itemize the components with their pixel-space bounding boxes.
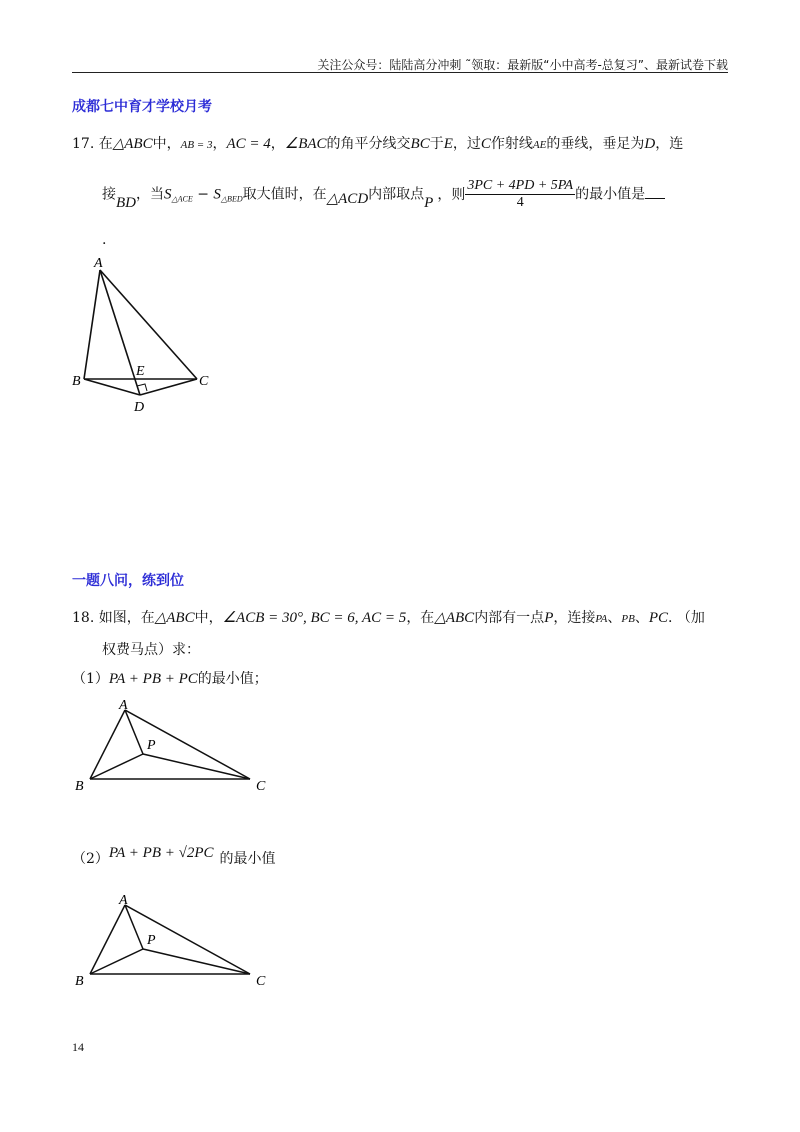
label-a: A — [119, 893, 128, 908]
segment-ad — [100, 270, 140, 395]
q17-text: ， — [212, 136, 227, 152]
q18-pc: PC — [648, 610, 669, 626]
q18-part-2-expr-b: PC — [194, 845, 214, 861]
edge-ab — [90, 905, 125, 974]
q18-triangle: △ABC — [154, 610, 195, 626]
q17-text: 在 — [98, 136, 113, 152]
page-header: 关注公众号：陆陆高分冲刺 ˜领取：最新版“小中高考-总复习”、最新试卷下载 — [317, 58, 728, 72]
q17-text: ，则 — [437, 186, 466, 203]
q17-c: C — [480, 136, 491, 152]
q17-fraction — [465, 178, 575, 211]
q17-text: 接 — [102, 186, 116, 203]
q17-d: D — [644, 136, 656, 152]
label-b: B — [75, 779, 84, 794]
q17-text: 的最小值是 — [575, 186, 646, 203]
figure-17 — [70, 255, 230, 415]
segment-pc — [143, 754, 250, 779]
q17-text: 的垂线，垂足为 — [546, 136, 645, 152]
q17-triangle-acd: △ACD — [326, 190, 369, 207]
section-title-1: 成都七中育才学校月考 — [72, 99, 212, 115]
q17-number: 17. — [72, 136, 95, 152]
edge-ac — [125, 905, 250, 974]
label-d: D — [134, 400, 145, 415]
q18-number: 18. — [72, 610, 95, 626]
q18-part-1-text: 的最小值； — [197, 671, 268, 687]
q17-ac: AC = 4 — [226, 136, 271, 152]
section-title-2: 一题八问，练到位 — [72, 573, 184, 589]
segment-pa — [125, 905, 143, 949]
q17-minus: − — [192, 186, 214, 203]
q17-line-1 — [72, 133, 683, 153]
q18-sep: 、 — [634, 610, 649, 626]
q17-triangle-abc: △ABC — [112, 136, 153, 152]
q18-line-2: 权费马点）求： — [102, 642, 200, 658]
label-a: A — [119, 698, 128, 713]
q18-conditions: ∠ACB = 30°, BC = 6, AC = 5 — [222, 610, 407, 626]
edge-ab — [90, 710, 125, 779]
q17-ae: AE — [532, 139, 547, 151]
q18-part-2-label: （2） — [72, 851, 109, 867]
q18-p: P — [544, 610, 554, 626]
label-b: B — [75, 974, 84, 989]
q17-period: . — [102, 232, 107, 248]
label-a: A — [94, 256, 103, 271]
q17-fraction-denominator: 4 — [516, 195, 524, 210]
q18-part-2-expression — [109, 845, 214, 861]
q18-line-1 — [72, 607, 705, 627]
edge-ac — [125, 710, 250, 779]
q17-ab: AB = 3 — [180, 139, 213, 151]
q18-text: ，连接 — [553, 610, 596, 626]
q17-text: ，过 — [452, 136, 481, 152]
q17-text: ，连 — [655, 136, 684, 152]
q17-text: ，当 — [136, 186, 164, 203]
q18-pb: PB — [621, 613, 635, 625]
q17-bd: BD — [116, 194, 136, 211]
q18-text: . （加 — [668, 610, 705, 626]
edge-ac — [100, 270, 197, 379]
label-c: C — [199, 374, 209, 389]
q18-part-2-expr-a: PA + PB + — [108, 845, 179, 861]
q17-text: 作射线 — [490, 136, 533, 152]
q17-fraction-numerator: 3PC + 4PD + 5PA — [467, 178, 574, 193]
label-c: C — [256, 974, 266, 989]
q17-text: 于 — [429, 136, 444, 152]
figure-18-part-2 — [70, 890, 280, 995]
q18-sep: 、 — [607, 610, 622, 626]
label-p: P — [147, 738, 156, 753]
q18-text: 内部有一点 — [474, 610, 545, 626]
q17-p: P — [424, 194, 434, 211]
q17-text: 内部取点 — [368, 186, 425, 203]
q18-text: 中， — [194, 610, 223, 626]
q17-e: E — [443, 136, 453, 152]
segment-pb — [90, 754, 143, 779]
segment-pa — [125, 710, 143, 754]
q18-text: ，在 — [406, 610, 435, 626]
q18-part-1-label: （1） — [72, 671, 109, 687]
page-number: 14 — [72, 1040, 84, 1054]
q18-part-1 — [72, 668, 268, 688]
q17-area-s2: S — [213, 186, 221, 203]
edge-ab — [84, 270, 100, 379]
q17-text: 的角平分线交 — [326, 136, 411, 152]
q17-area-s2-sub: △BED — [220, 194, 243, 204]
q18-text: 如图，在 — [98, 610, 155, 626]
segment-bd — [84, 379, 140, 395]
q17-text: 取大值时，在 — [242, 186, 327, 203]
label-e: E — [136, 364, 145, 379]
segment-cd — [140, 379, 197, 395]
q17-bc: BC — [410, 136, 430, 152]
label-c: C — [256, 779, 266, 794]
q17-text: ， — [270, 136, 285, 152]
figure-18-part-1 — [70, 695, 280, 800]
q17-text: 中， — [152, 136, 181, 152]
label-b: B — [72, 374, 81, 389]
label-p: P — [147, 933, 156, 948]
q17-line-2 — [102, 178, 665, 211]
q17-area-s1: S — [164, 186, 172, 203]
q17-area-s1-sub: △ACE — [171, 194, 193, 204]
segment-pc — [143, 949, 250, 974]
header-rule — [72, 72, 728, 73]
q18-part-1-expression: PA + PB + PC — [108, 671, 198, 687]
q18-part-2 — [72, 845, 276, 868]
segment-pb — [90, 949, 143, 974]
answer-blank — [645, 186, 665, 199]
q18-triangle: △ABC — [434, 610, 475, 626]
q17-angle: ∠BAC — [284, 136, 327, 152]
q18-part-2-sqrt: √2 — [178, 845, 195, 861]
q18-part-2-text: 的最小值 — [219, 851, 276, 867]
q18-pa: PA — [595, 613, 608, 625]
